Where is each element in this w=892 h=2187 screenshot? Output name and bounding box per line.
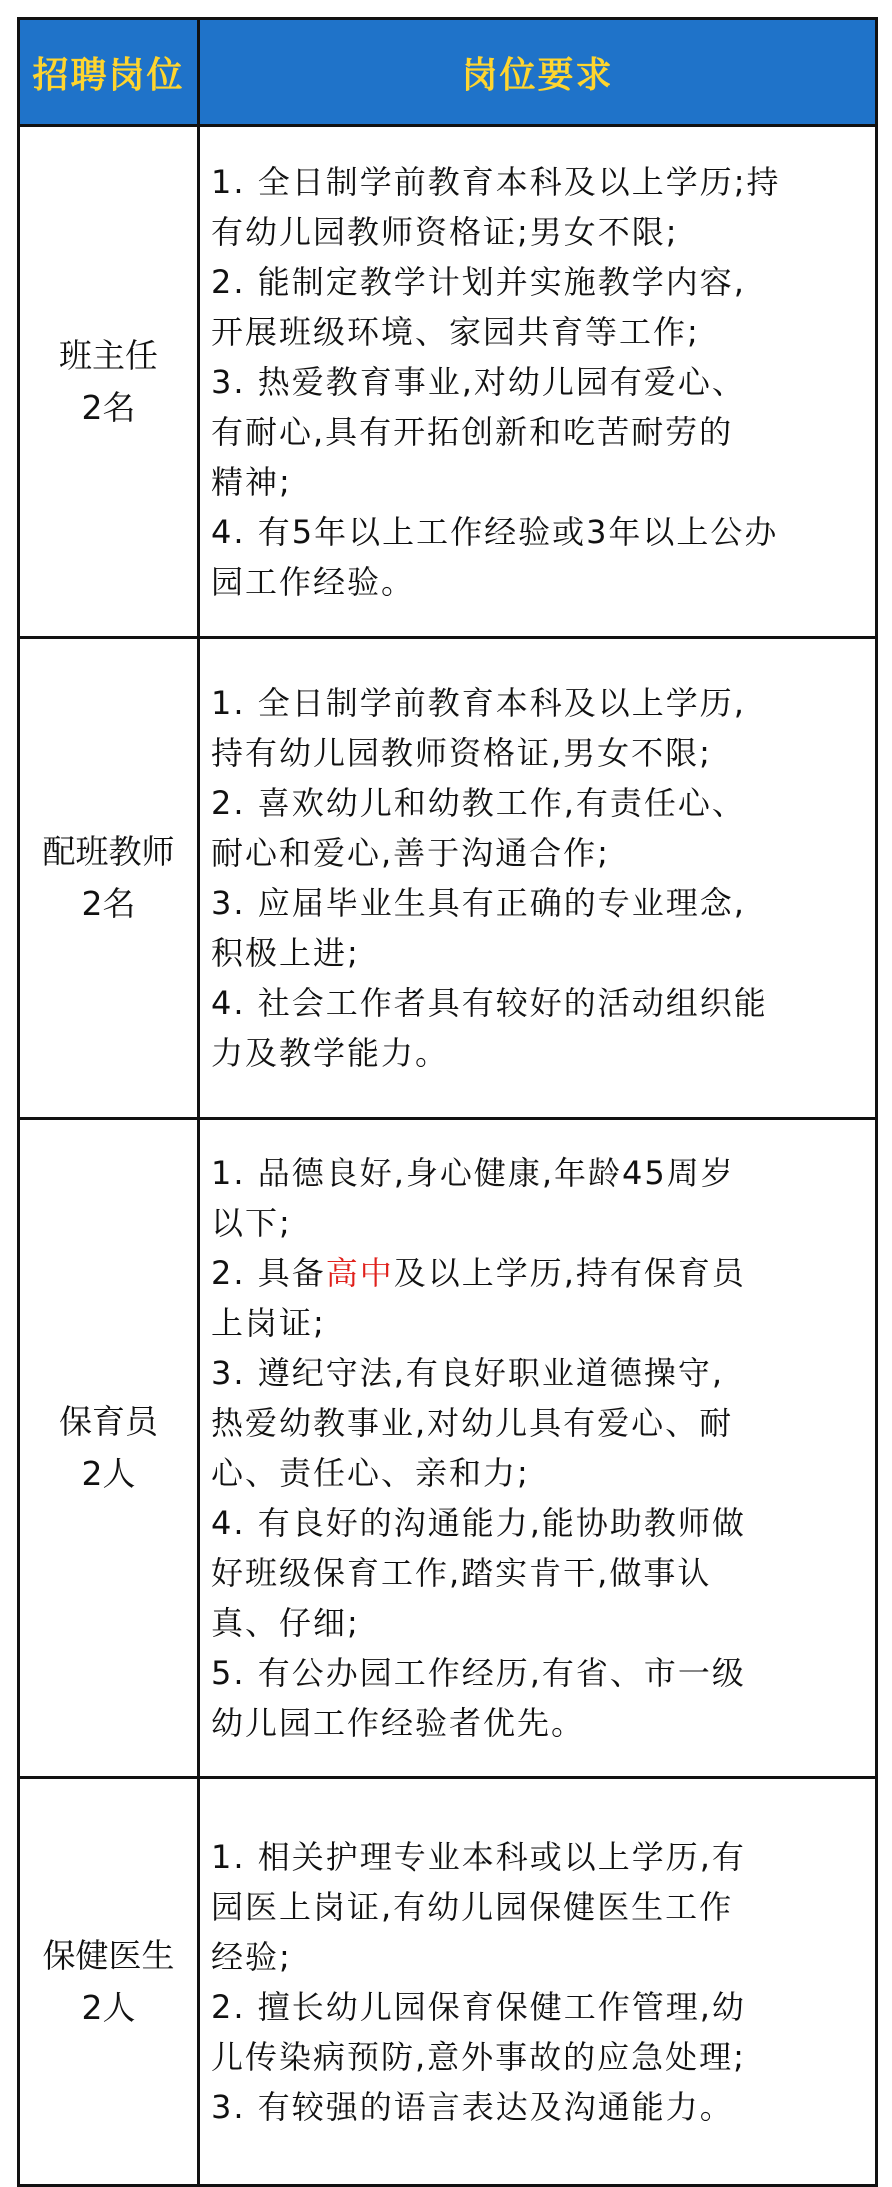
requirement-line: 4. 社会工作者具有较好的活动组织能: [211, 984, 768, 1022]
requirement-line: 耐心和爱心,善于沟通合作;: [211, 834, 610, 872]
requirements-cell: [199, 1778, 877, 2186]
requirement-line: 热爱幼教事业,对幼儿具有爱心、耐: [211, 1404, 734, 1442]
table-row: [19, 638, 877, 1119]
requirement-line: 3. 应届毕业生具有正确的专业理念,: [211, 884, 746, 922]
position-title: 保育员: [59, 1402, 158, 1441]
requirement-line: 力及教学能力。: [211, 1034, 450, 1072]
requirement-line: 2. 擅长幼儿园保育保健工作管理,幼: [211, 1987, 746, 2026]
requirement-line: 1. 品德良好,身心健康,年龄45周岁: [211, 1154, 735, 1192]
requirement-line: 4. 有良好的沟通能力,能协助教师做: [211, 1504, 746, 1542]
requirement-line: 4. 有5年以上工作经验或3年以上公办: [211, 512, 779, 551]
requirement-text: 及以上学历,持有保育员: [393, 1254, 746, 1292]
position-title: 配班教师: [42, 832, 175, 871]
position-cell: [19, 1778, 199, 2186]
requirement-line: 幼儿园工作经验者优先。: [211, 1704, 586, 1742]
requirement-line: 经验;: [211, 1937, 292, 1976]
header-requirements: 岗位要求: [199, 19, 877, 126]
requirement-line: 上岗证;: [211, 1304, 326, 1342]
requirement-line: 有耐心,具有开拓创新和吃苦耐劳的: [211, 412, 734, 451]
requirement-text: 2. 具备: [211, 1254, 326, 1292]
requirement-line: 儿传染病预防,意外事故的应急处理;: [211, 2037, 746, 2076]
requirement-line: 精神;: [211, 462, 292, 501]
table-row: [19, 1778, 877, 2186]
requirement-line: 开展班级环境、家园共育等工作;: [211, 312, 700, 351]
table-row: [19, 1119, 877, 1778]
position-cell: [19, 1119, 199, 1778]
position-title: 班主任: [59, 335, 158, 375]
requirements-cell: [199, 638, 877, 1119]
position-title: 保健医生: [42, 1935, 175, 1975]
position-count: 2人: [81, 1987, 136, 2027]
requirement-line: 1. 相关护理专业本科或以上学历,有: [211, 1837, 746, 1876]
requirement-line: 3. 热爱教育事业,对幼儿园有爱心、: [211, 362, 746, 401]
position-count: 2名: [81, 387, 136, 427]
requirement-line: 园医上岗证,有幼儿园保健医生工作: [211, 1887, 734, 1926]
position-cell: [19, 638, 199, 1119]
table-header-row: [19, 19, 877, 126]
requirement-line: 园工作经验。: [211, 562, 416, 601]
requirement-line: 积极上进;: [211, 934, 360, 972]
requirement-line: 3. 遵纪守法,有良好职业道德操守,: [211, 1354, 725, 1392]
requirement-line: 2. 能制定教学计划并实施教学内容,: [211, 262, 746, 301]
recruitment-table-container: [17, 17, 875, 2187]
requirement-line: 真、仔细;: [211, 1604, 360, 1642]
requirement-line: 以下;: [211, 1204, 292, 1242]
table-row: [19, 126, 877, 638]
requirement-line: 心、责任心、亲和力;: [211, 1454, 530, 1492]
position-count: 2名: [81, 884, 136, 923]
requirement-line: 有幼儿园教师资格证;男女不限;: [211, 212, 679, 251]
requirements-cell: [199, 126, 877, 638]
requirement-line: 5. 有公办园工作经历,有省、市一级: [211, 1654, 746, 1692]
requirement-line: 3. 有较强的语言表达及沟通能力。: [211, 2087, 734, 2126]
position-count: 2人: [81, 1454, 136, 1493]
requirement-line-with-highlight: [211, 1248, 867, 1298]
recruitment-table: [17, 17, 878, 2187]
position-cell: [19, 126, 199, 638]
requirement-line: 1. 全日制学前教育本科及以上学历;持: [211, 162, 781, 201]
requirements-cell: [199, 1119, 877, 1778]
requirement-line: 好班级保育工作,踏实肯干,做事认: [211, 1554, 712, 1592]
highlighted-text: 高中: [325, 1254, 394, 1292]
requirement-line: 2. 喜欢幼儿和幼教工作,有责任心、: [211, 784, 746, 822]
requirement-line: 1. 全日制学前教育本科及以上学历,: [211, 684, 746, 722]
header-position: 招聘岗位: [19, 19, 199, 126]
requirement-line: 持有幼儿园教师资格证,男女不限;: [211, 734, 712, 772]
